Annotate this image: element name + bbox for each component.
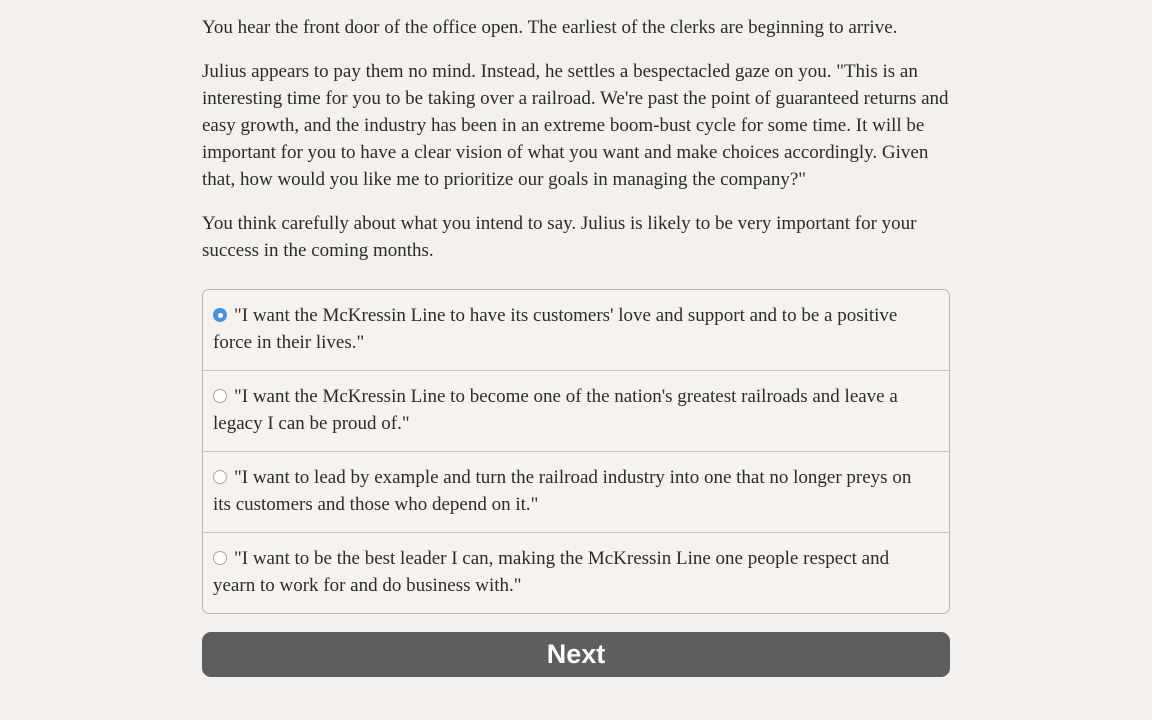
choice-option[interactable] (203, 370, 949, 451)
story-paragraph: You hear the front door of the office open. The earliest of the clerks are beginning to arrive. (202, 17, 898, 38)
radio-unselected-icon[interactable] (213, 389, 227, 403)
radio-selected-icon[interactable] (213, 308, 227, 322)
story-paragraph: Julius appears to pay them no mind. Instead, he settles a bespectacled gaze on you. "This is an interesting time for you to be taking over a railroad. We're past the point of guaranteed returns and easy growth, and the industry has been in an extreme boom-bust cycle for some time. It will be important for you to have a clear vision of what you want and make choices accordingly. Given that, how would you like me to prioritize our goals in managing the company?" (202, 61, 949, 190)
choice-label: "I want to lead by example and turn the railroad industry into one that no longer preys on its customers and those who depend on it." (213, 467, 912, 515)
choice-list (202, 289, 950, 614)
story-content (202, 14, 950, 677)
choice-option[interactable] (203, 290, 949, 370)
choice-option[interactable] (203, 532, 949, 613)
next-button[interactable]: Next (202, 632, 950, 677)
story-paragraph: You think carefully about what you intend to say. Julius is likely to be very important for your success in the coming months. (202, 213, 917, 261)
choice-label: "I want the McKressin Line to become one of the nation's greatest railroads and leave a legacy I can be proud of." (213, 386, 898, 434)
choice-option[interactable] (203, 451, 949, 532)
radio-unselected-icon[interactable] (213, 470, 227, 484)
choice-label: "I want the McKressin Line to have its customers' love and support and to be a positive force in their lives." (213, 305, 898, 353)
radio-unselected-icon[interactable] (213, 551, 227, 565)
choice-label: "I want to be the best leader I can, making the McKressin Line one people respect and yearn to work for and do business with." (213, 548, 890, 596)
